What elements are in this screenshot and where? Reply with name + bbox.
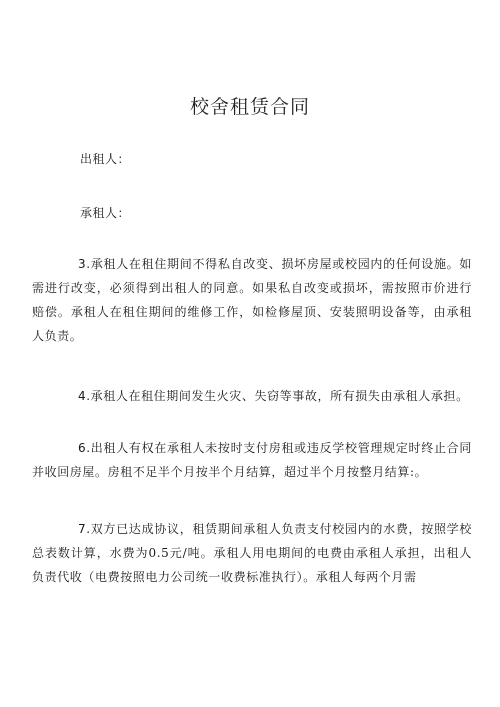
clause-3 xyxy=(32,252,472,348)
document-title: 校舍租赁合同 xyxy=(189,96,310,118)
lessor-label: 出租人： xyxy=(80,152,131,166)
clause-number: 4 xyxy=(78,389,87,403)
clause-6 xyxy=(32,436,472,484)
clause-text: .双方已达成协议，租赁期间承租人负责支付校园内的水费，按照学校总表数计算，水费为0.5元/吨。承租人用电期间的电费由承租人承担，出租人负责代收（电费按照电力公司统一收费标准执行）。承租人每两个月需 xyxy=(32,522,472,584)
clause-text: .出租人有权在承租人未按时支付房租或违反学校管理规定时终止合同并收回房屋。房租不足半个月按半个月结算，超过半个月按整月结算:。 xyxy=(32,441,472,479)
clause-number: 6 xyxy=(78,441,87,455)
clause-text: .承租人在租住期间发生火灾、失窃等事故，所有损失由承租人承担。 xyxy=(86,389,469,403)
clause-4 xyxy=(32,384,472,408)
clause-number: 7 xyxy=(78,522,87,536)
lessee-label: 承租人： xyxy=(80,206,131,220)
clause-text: .承租人在租住期间不得私自改变、损坏房屋或校园内的任何设施。如需进行改变，必须得到出租人的同意。如果私自改变或损坏，需按照市价进行赔偿。承租人在租住期间的维修工作，如检修屋顶、安装照明设备等，由承租人负责。 xyxy=(32,257,472,343)
clause-number: 3 xyxy=(78,257,87,271)
clause-7 xyxy=(32,517,472,589)
